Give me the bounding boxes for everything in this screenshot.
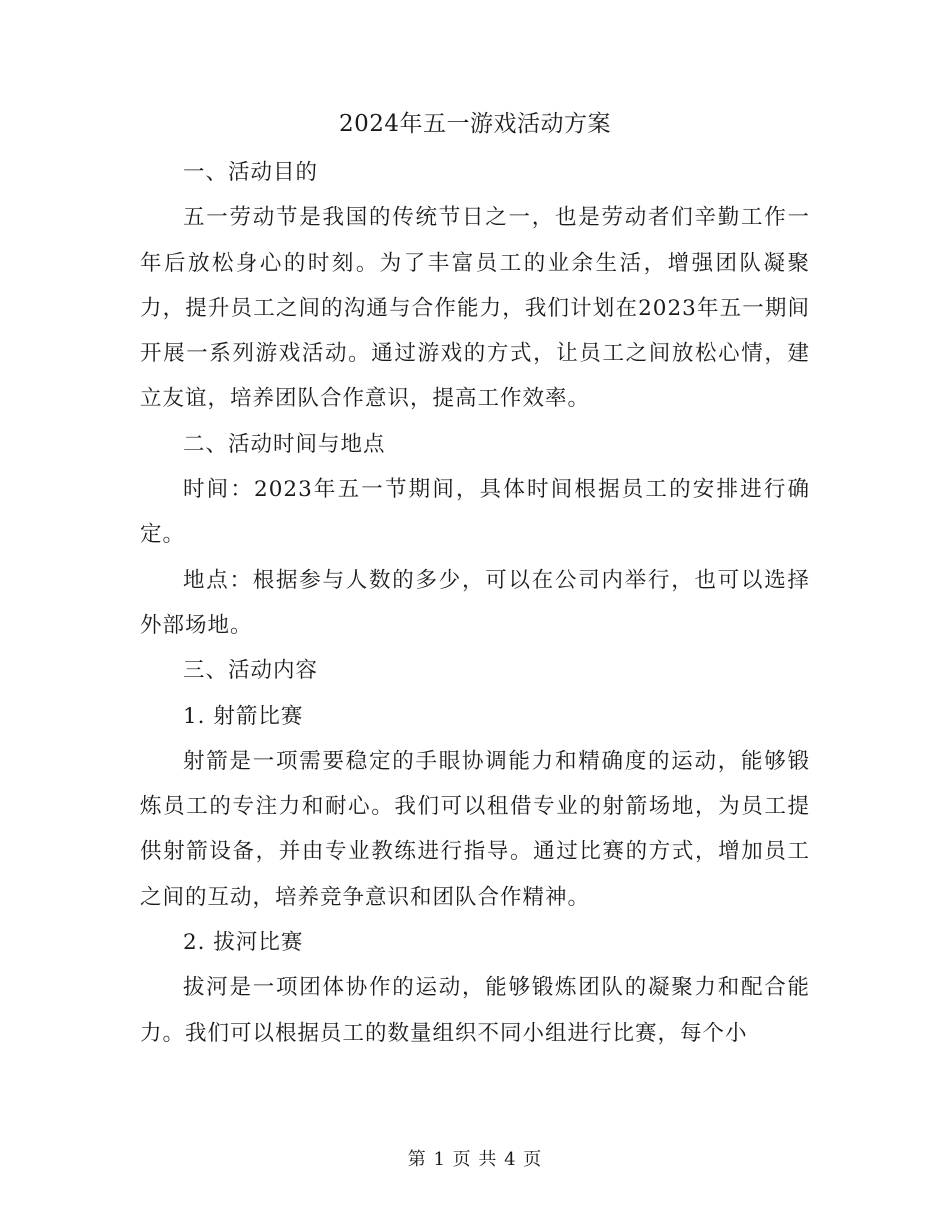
page-footer: 第 1 页 共 4 页 bbox=[407, 1149, 543, 1170]
paragraph-archery: 射箭是一项需要稳定的手眼协调能力和精确度的运动，能够锻炼员工的专注力和耐心。我们可以租借专业的射箭场地，为员工提供射箭设备，并由专业教练进行指导。通过比赛的方式，增加员工之间的互动，培养竞争意识和团队合作精神。 bbox=[140, 748, 810, 910]
document-title: 2024年五一游戏活动方案 bbox=[338, 111, 612, 137]
paragraph-place: 地点：根据参与人数的多少，可以在公司内举行，也可以选择外部场地。 bbox=[140, 567, 810, 638]
document-body bbox=[140, 150, 810, 1056]
paragraph-tug-of-war: 拔河是一项团体协作的运动，能够锻炼团队的凝聚力和配合能力。我们可以根据员工的数量组织不同小组进行比赛，每个小 bbox=[140, 975, 810, 1046]
paragraph-time: 时间：2023年五一节期间，具体时间根据员工的安排进行确定。 bbox=[140, 477, 810, 548]
paragraph-purpose: 五一劳动节是我国的传统节日之一，也是劳动者们辛勤工作一年后放松身心的时刻。为了丰富员工的业余生活，增强团队凝聚力，提升员工之间的沟通与合作能力，我们计划在2023年五一期间开展一系列游戏活动。通过游戏的方式，让员工之间放松心情，建立友谊，培养团队合作意识，提高工作效率。 bbox=[140, 205, 810, 412]
section-heading-time-place: 二、活动时间与地点 bbox=[183, 431, 386, 457]
section-heading-content: 三、活动内容 bbox=[183, 658, 319, 684]
subheading-tug-of-war: 2. 拔河比赛 bbox=[183, 930, 304, 956]
subheading-archery: 1. 射箭比赛 bbox=[183, 703, 304, 729]
section-heading-purpose: 一、活动目的 bbox=[183, 160, 319, 185]
